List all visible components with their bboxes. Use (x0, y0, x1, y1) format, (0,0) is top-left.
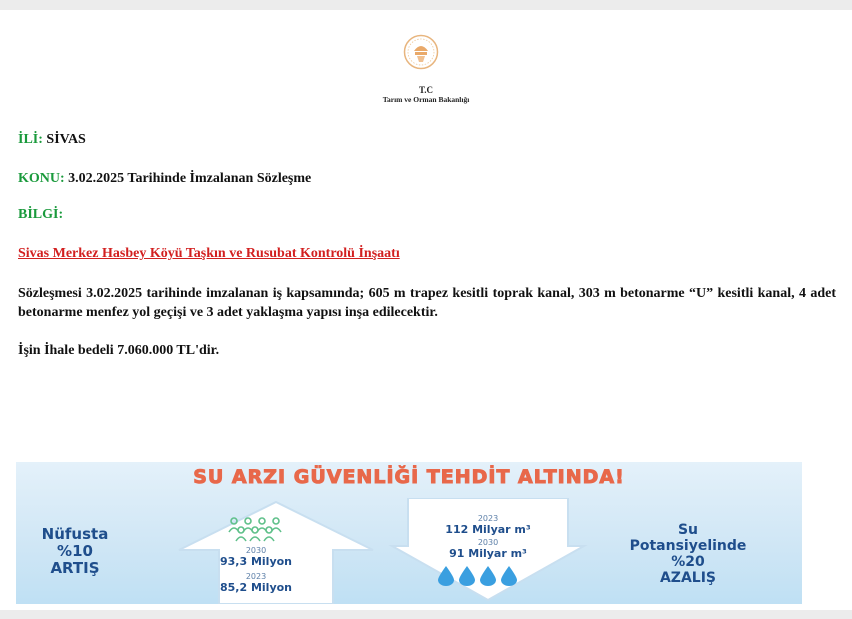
il-label: İLİ: (18, 132, 43, 147)
water-year-2030: 2030 (477, 538, 499, 547)
il-value: SİVAS (42, 132, 86, 147)
water-supply-banner (16, 462, 802, 604)
people-icon (226, 516, 286, 542)
konu-value: 3.02.2025 Tarihinde İmzalanan Sözleşme (64, 171, 312, 186)
bilgi-line (18, 207, 63, 223)
document-page (0, 10, 852, 610)
water-year-2023: 2023 (477, 514, 499, 523)
water-value-2023: 112 Milyar m³ (445, 523, 531, 536)
il-line (18, 132, 86, 148)
pop-value-2030: 93,3 Milyon (219, 555, 292, 568)
population-artis: ARTIŞ (50, 559, 100, 577)
pop-year-2023: 2023 (245, 572, 267, 581)
water-label-su: Su (677, 522, 699, 538)
water-value-2030: 91 Milyar m³ (449, 547, 527, 560)
header-tc: T.C (418, 85, 434, 95)
population-label: Nüfusta (41, 525, 109, 543)
water-drops-icon (434, 565, 518, 587)
pop-year-2030: 2030 (245, 546, 267, 555)
ministry-logo-icon (403, 34, 439, 70)
water-percent: %20 (671, 554, 705, 570)
konu-label: KONU: (18, 171, 65, 186)
tender-amount: İşin İhale bedeli 7.060.000 TL'dir. (18, 343, 220, 358)
bilgi-label: BİLGİ: (18, 207, 64, 222)
population-percent: %10 (57, 542, 93, 560)
pop-value-2023: 85,2 Milyon (219, 581, 292, 594)
project-title-link[interactable]: Sivas Merkez Hasbey Köyü Taşkın ve Rusubat Kontrolü İnşaatı (18, 246, 400, 261)
konu-line (18, 171, 311, 187)
water-potential-decrease (588, 522, 788, 586)
population-increase (16, 526, 134, 577)
water-azalis: AZALIŞ (659, 570, 717, 586)
water-label-potansiyel: Potansiyelinde (629, 538, 747, 554)
header-ministry: Tarım ve Orman Bakanlığı (382, 95, 470, 104)
banner-title: SU ARZI GÜVENLİĞİ TEHDİT ALTINDA! (193, 466, 625, 488)
contract-paragraph: Sözleşmesi 3.02.2025 tarihinde imzalanan iş kapsamında; 605 m trapez kesitli toprak kanal, 303 m betonarme “U” kesitli kanal, 4 adet betonarme menfez yol geçişi ve 3 adet yaklaşma yapısı inşa edilecektir. (18, 286, 836, 320)
